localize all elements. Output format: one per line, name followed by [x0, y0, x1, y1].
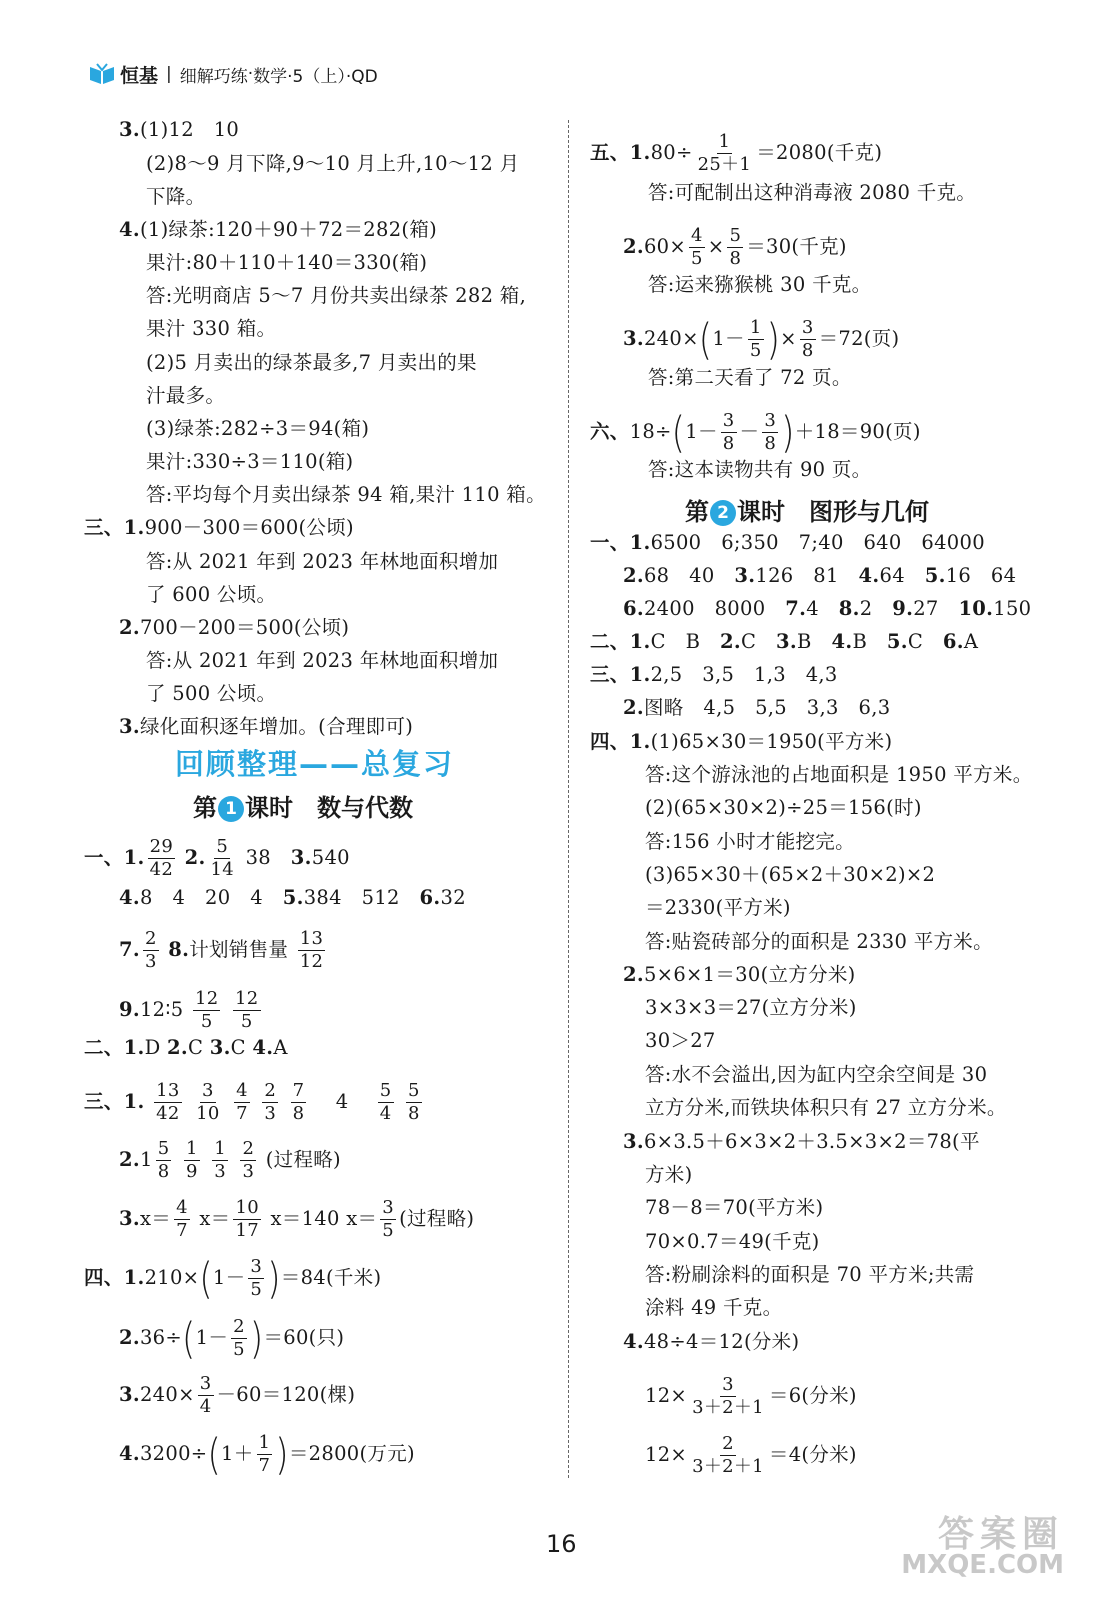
answer-line: 2.700－200＝500(公顷): [119, 616, 350, 639]
section-banner: 回顾整理——总复习: [175, 747, 455, 781]
answer-line: 三、1.900－300＝600(公顷): [84, 516, 354, 539]
answer-line: 三、1.2,5 3,5 1,3 4,3: [590, 663, 838, 686]
answer-line: 12× $\frac{2}{3+2+1}$ ＝4(分米): [645, 1433, 857, 1477]
lesson-heading-2: 第 2 课时 图形与几何: [685, 498, 929, 526]
answer-line: 70×0.7＝49(千克): [645, 1230, 820, 1253]
answer-line: 立方分米,而铁块体积只有 27 立方分米。: [645, 1096, 1007, 1119]
answer-line: 7. $\frac{2}{3}$ 8.计划销售量 $\frac{13}{12}$: [119, 928, 324, 972]
answer-line: 了 500 公顷。: [146, 682, 277, 705]
answer-line: 答:可配制出这种消毒液 2080 千克。: [648, 181, 977, 204]
answer-line: 4.8 4 20 4 5.384 512 6.32: [119, 886, 466, 909]
answer-line: (2)(65×30×2)÷25＝156(时): [645, 796, 922, 819]
answer-line: 答:光明商店 5～7 月份共卖出绿茶 282 箱,: [146, 284, 527, 307]
answer-line: 果汁:330÷3＝110(箱): [146, 450, 354, 473]
answer-line: 4.48÷4＝12(分米): [623, 1330, 800, 1353]
answer-line: 答:156 小时才能挖完。: [645, 830, 855, 853]
answer-line: 答:水不会溢出,因为缸内空余空间是 30: [645, 1063, 988, 1086]
answer-line: 果汁 330 箱。: [146, 317, 277, 340]
answer-line: 2.36÷(1－ $\frac{2}{5}$ )＝60(只): [119, 1313, 345, 1364]
answer-line: 答:运来猕猴桃 30 千克。: [648, 273, 872, 296]
answer-line: 答:平均每个月卖出绿茶 94 箱,果汁 110 箱。: [146, 483, 546, 506]
answer-line: 四、1.(1)65×30＝1950(平方米): [590, 730, 893, 753]
answer-line: 2.5×6×1＝30(立方分米): [623, 963, 856, 986]
column-divider: [568, 120, 569, 1478]
answer-line: (2)5 月卖出的绿茶最多,7 月卖出的果: [146, 351, 477, 374]
answer-line: 二、1.D 2.C 3.C 4.A: [84, 1036, 288, 1059]
answer-line: 四、1.210×(1－ $\frac{3}{5}$ )＝84(千米): [84, 1253, 382, 1304]
answer-line: 答:从 2021 年到 2023 年林地面积增加: [146, 649, 499, 672]
answer-line: 4.(1)绿茶:120＋90＋72＝282(箱): [119, 218, 438, 241]
header-dot: ·: [247, 64, 254, 84]
answer-line: 78－8＝70(平方米): [645, 1196, 824, 1219]
lesson-number-badge: 2: [710, 500, 736, 526]
answer-line: 二、1.C B 2.C 3.B 4.B 5.C 6.A: [590, 630, 979, 653]
answer-line: 三、1. $\frac{13}{42}$ $\frac{3}{10}$ $\frac{4}{7}$ $\frac{2}{3}$ $\frac{7}{8}$ 4 $\frac{5}{4}$ $\frac{5}{8}$: [84, 1080, 420, 1124]
answer-line: 了 600 公顷。: [146, 583, 277, 606]
answer-line: 30＞27: [645, 1029, 716, 1052]
answer-line: 答:这本读物共有 90 页。: [648, 458, 872, 481]
answer-line: 答:从 2021 年到 2023 年林地面积增加: [146, 550, 499, 573]
answer-line: 2.60× $\frac{4}{5}$ × $\frac{5}{8}$ ＝30(千克): [623, 225, 847, 269]
answer-line: 2.1 $\frac{5}{8}$ $\frac{1}{9}$ $\frac{1}{3}$ $\frac{2}{3}$ (过程略): [119, 1138, 341, 1182]
answer-line: 3.240×(1－ $\frac{1}{5}$ )× $\frac{3}{8}$ ＝72(页): [623, 314, 900, 365]
answer-line: 3×3×3＝27(立方分米): [645, 996, 857, 1019]
brand-name: 恒基: [120, 64, 159, 87]
answer-line: 五、1.80÷ $\frac{1}{25+1}$ ＝2080(千克): [590, 131, 883, 175]
lesson-heading-1: 第 1 课时 数与代数: [193, 794, 413, 822]
answer-line: 2.68 40 3.126 81 4.64 5.16 64: [623, 564, 1017, 587]
lesson-number-badge: 1: [218, 796, 244, 822]
page-number: 16: [546, 1530, 577, 1558]
answer-line: 3.(1)12 10: [119, 118, 240, 141]
answer-line: 12× $\frac{3}{3+2+1}$ ＝6(分米): [645, 1374, 857, 1418]
answer-line: 汁最多。: [146, 384, 226, 407]
answer-line: 一、1. $\frac{29}{42}$ 2. $\frac{5}{14}$ 38 3.540: [84, 836, 350, 880]
answer-line: 4.3200÷(1＋ $\frac{1}{7}$ )＝2800(万元): [119, 1429, 415, 1480]
answer-line: 答:这个游泳池的占地面积是 1950 平方米。: [645, 763, 1033, 786]
header-separator: |: [166, 64, 172, 84]
answer-line: 3.x＝ $\frac{4}{7}$ x＝ $\frac{10}{17}$ x＝140 x＝ $\frac{3}{5}$ (过程略): [119, 1197, 475, 1241]
answer-line: 9.12∶5 $\frac{12}{5}$ $\frac{12}{5}$: [119, 988, 259, 1032]
answer-line: 一、1.6500 6;350 7;40 640 64000: [590, 531, 985, 554]
answer-line: 6.2400 8000 7.4 8.2 9.27 10.150: [623, 597, 1032, 620]
answer-line: 2.图略 4,5 5,5 3,3 6,3: [623, 696, 891, 719]
answer-line: 果汁:80＋110＋140＝330(箱): [146, 251, 428, 274]
watermark: 答案圈 MXQE.COM: [901, 1514, 1064, 1580]
answer-line: 答:第二天看了 72 页。: [648, 366, 852, 389]
answer-line: 答:贴瓷砖部分的面积是 2330 平方米。: [645, 930, 993, 953]
answer-line: (3)65×30＋(65×2＋30×2)×2: [645, 863, 936, 886]
answer-line: (3)绿茶:282÷3＝94(箱): [146, 417, 370, 440]
page-header: [88, 58, 378, 90]
answer-line: (2)8～9 月下降,9～10 月上升,10～12 月: [146, 152, 520, 175]
answer-line: 答:粉刷涂料的面积是 70 平方米;共需: [645, 1263, 975, 1286]
answer-line: 下降。: [146, 185, 206, 208]
answer-line: 3.240× $\frac{3}{4}$ －60＝120(棵): [119, 1373, 356, 1417]
answer-line: 3.绿化面积逐年增加。(合理即可): [119, 715, 414, 738]
answer-line: 涂料 49 千克。: [645, 1296, 783, 1319]
book-logo-icon: [88, 63, 116, 85]
answer-line: 六、18÷(1－ $\frac{3}{8}$ － $\frac{3}{8}$ )＋18＝90(页): [590, 407, 921, 458]
answer-line: 3.6×3.5＋6×3×2＋3.5×3×2＝78(平: [623, 1130, 980, 1153]
series-name: 细解巧练: [179, 66, 248, 87]
answer-line: ＝2330(平方米): [645, 896, 791, 919]
book-title: 数学·5（上）·QD: [253, 66, 378, 87]
answer-line: 方米): [645, 1163, 693, 1186]
